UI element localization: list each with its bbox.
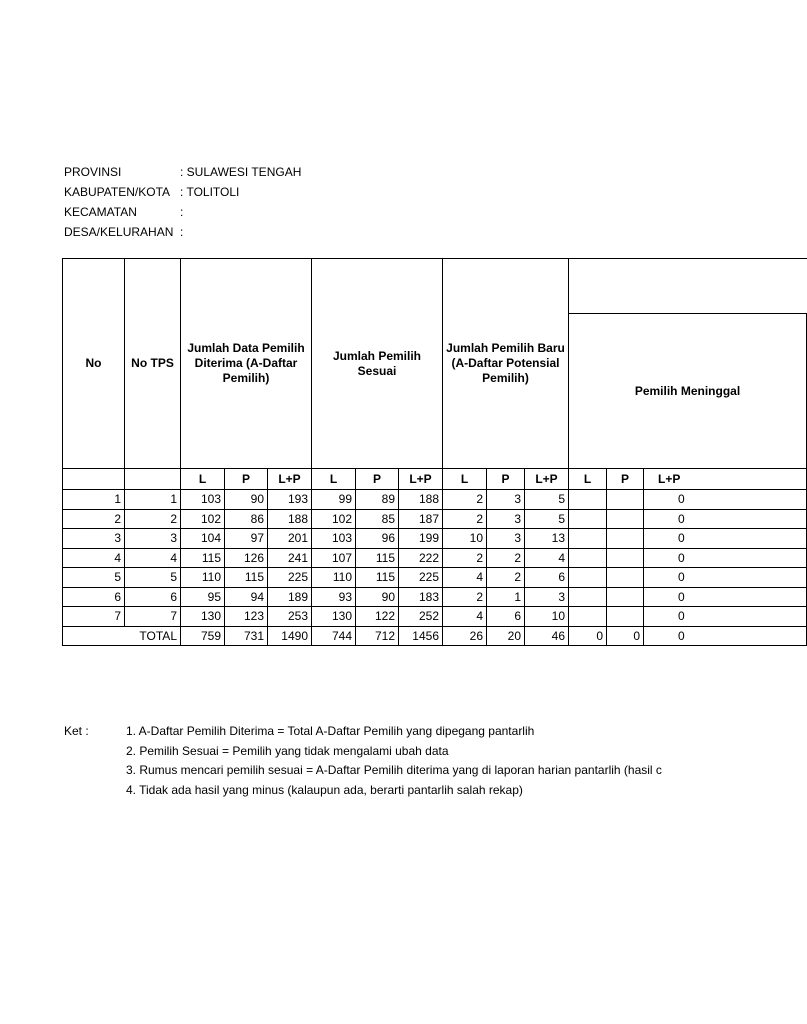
table-cell: 3 — [487, 490, 525, 510]
table-cell: 189 — [268, 587, 312, 607]
table-cell — [607, 509, 644, 529]
table-cell — [569, 607, 607, 627]
table-cell — [607, 548, 644, 568]
header-label: DESA/KELURAHAN — [64, 225, 174, 239]
table-cell: 10 — [525, 607, 569, 627]
table-row — [63, 568, 807, 588]
col-header-pemilih-baru: Jumlah Pemilih Baru (A-Daftar Potensial Pemilih) — [443, 259, 569, 469]
data-table — [62, 258, 807, 646]
table-cell: 0 — [644, 607, 807, 627]
table-cell — [607, 529, 644, 549]
table-cell: 107 — [312, 548, 356, 568]
subheader-blank — [63, 469, 125, 490]
table-row — [63, 607, 807, 627]
table-cell — [569, 529, 607, 549]
table-cell: 96 — [356, 529, 399, 549]
table-cell: 2 — [443, 490, 487, 510]
table-cell: 5 — [525, 490, 569, 510]
total-cell: 744 — [312, 626, 356, 646]
table-cell: 130 — [181, 607, 225, 627]
table-cell: 89 — [356, 490, 399, 510]
table-cell: 225 — [268, 568, 312, 588]
table-cell: 103 — [312, 529, 356, 549]
table-cell: 102 — [181, 509, 225, 529]
total-cell: 759 — [181, 626, 225, 646]
total-cell: 46 — [525, 626, 569, 646]
table-row — [63, 529, 807, 549]
note-row — [64, 781, 768, 801]
table-cell — [569, 490, 607, 510]
table-cell: 90 — [356, 587, 399, 607]
header-row-kabupaten — [64, 182, 301, 202]
note-item: 3. Rumus mencari pemilih sesuai = A-Daftar Pemilih diterima yang di laporan harian pantarlih (hasil c — [126, 763, 662, 777]
data-table-container — [62, 258, 741, 648]
table-cell — [607, 587, 644, 607]
subheader-cell: L — [569, 469, 607, 490]
subheader-cell: L — [181, 469, 225, 490]
table-cell — [607, 568, 644, 588]
subheader-cell: L+P — [525, 469, 569, 490]
table-cell: 123 — [225, 607, 268, 627]
subheader-cell: L+P — [268, 469, 312, 490]
table-cell: 188 — [268, 509, 312, 529]
table-cell: 115 — [225, 568, 268, 588]
note-item: 4. Tidak ada hasil yang minus (kalaupun ada, berarti pantarlih salah rekap) — [126, 782, 523, 797]
table-cell: 5 — [525, 509, 569, 529]
table-cell: 6 — [525, 568, 569, 588]
table-cell: 0 — [644, 490, 807, 510]
note-item: 2. Pemilih Sesuai = Pemilih yang tidak mengalami ubah data — [126, 743, 449, 758]
table-cell: 0 — [644, 587, 807, 607]
subheader-cell: P — [487, 469, 525, 490]
table-cell: 6 — [125, 587, 181, 607]
table-cell: 85 — [356, 509, 399, 529]
table-row — [63, 509, 807, 529]
table-cell: 4 — [443, 607, 487, 627]
table-cell: 13 — [525, 529, 569, 549]
total-cell: 1490 — [268, 626, 312, 646]
table-cell: 5 — [63, 568, 125, 588]
table-cell: 1 — [125, 490, 181, 510]
table-cell: 10 — [443, 529, 487, 549]
table-cell: 225 — [399, 568, 443, 588]
table-cell: 183 — [399, 587, 443, 607]
table-cell: 253 — [268, 607, 312, 627]
table-cell: 6 — [487, 607, 525, 627]
table-cell: 0 — [644, 509, 807, 529]
table-cell: 2 — [125, 509, 181, 529]
table-cell: 4 — [525, 548, 569, 568]
total-cell: 0 — [569, 626, 607, 646]
table-cell — [607, 490, 644, 510]
table-cell — [569, 587, 607, 607]
header-label: KABUPATEN/KOTA — [64, 185, 171, 199]
table-cell: 0 — [644, 529, 807, 549]
table-cell: 103 — [181, 490, 225, 510]
total-label: TOTAL — [63, 626, 181, 646]
table-row — [63, 587, 807, 607]
notes-label: Ket : — [64, 724, 89, 738]
table-cell: 97 — [225, 529, 268, 549]
total-cell: 20 — [487, 626, 525, 646]
table-cell: 252 — [399, 607, 443, 627]
total-cell: 0 — [607, 626, 644, 646]
subheader-cell: P — [607, 469, 644, 490]
total-cell: 712 — [356, 626, 399, 646]
table-cell: 4 — [63, 548, 125, 568]
table-cell: 4 — [125, 548, 181, 568]
col-header-pemilih-sesuai: Jumlah Pemilih Sesuai — [312, 259, 443, 469]
table-cell: 86 — [225, 509, 268, 529]
total-cell: 731 — [225, 626, 268, 646]
header-label: PROVINSI — [64, 165, 122, 179]
table-cell: 3 — [525, 587, 569, 607]
table-cell: 193 — [268, 490, 312, 510]
table-cell: 7 — [63, 607, 125, 627]
header-row-provinsi — [64, 162, 301, 182]
notes-section — [64, 722, 768, 800]
col-header-no-tps: No TPS — [125, 259, 181, 469]
table-cell: 110 — [312, 568, 356, 588]
subheader-row — [63, 469, 807, 490]
table-cell: 241 — [268, 548, 312, 568]
header-value: : TOLITOLI — [180, 185, 240, 199]
table-cell: 104 — [181, 529, 225, 549]
note-item: 1. A-Daftar Pemilih Diterima = Total A-Daftar Pemilih yang dipegang pantarlih — [126, 724, 535, 738]
subheader-cell: L — [312, 469, 356, 490]
table-row — [63, 490, 807, 510]
table-cell: 2 — [443, 587, 487, 607]
table-cell: 6 — [63, 587, 125, 607]
table-cell: 93 — [312, 587, 356, 607]
table-cell: 126 — [225, 548, 268, 568]
table-cell: 3 — [487, 509, 525, 529]
table-cell: 2 — [443, 509, 487, 529]
table-cell: 2 — [487, 568, 525, 588]
subheader-cell: L+P — [644, 469, 807, 490]
table-row — [63, 548, 807, 568]
table-cell: 7 — [125, 607, 181, 627]
report-header — [64, 162, 301, 242]
note-row — [64, 742, 768, 762]
col-header-pemilih-meninggal: Pemilih Meninggal — [569, 314, 807, 469]
header-value: : — [180, 205, 184, 219]
table-cell: 102 — [312, 509, 356, 529]
table-cell: 115 — [181, 548, 225, 568]
table-cell: 94 — [225, 587, 268, 607]
table-cell: 2 — [487, 548, 525, 568]
total-row — [63, 626, 807, 646]
header-value: : SULAWESI TENGAH — [180, 165, 302, 179]
table-cell — [569, 509, 607, 529]
header-label: KECAMATAN — [64, 205, 137, 219]
table-cell: 0 — [644, 548, 807, 568]
header-value: : — [180, 225, 184, 239]
table-cell: 3 — [487, 529, 525, 549]
table-cell: 110 — [181, 568, 225, 588]
table-cell — [607, 607, 644, 627]
table-cell: 1 — [487, 587, 525, 607]
table-cell: 3 — [125, 529, 181, 549]
table-cell — [569, 548, 607, 568]
table-cell: 95 — [181, 587, 225, 607]
total-cell: 0 — [644, 626, 807, 646]
table-cell: 99 — [312, 490, 356, 510]
table-cell: 3 — [63, 529, 125, 549]
table-cell — [569, 568, 607, 588]
header-row-kecamatan — [64, 202, 301, 222]
table-cell: 2 — [63, 509, 125, 529]
subheader-cell: P — [356, 469, 399, 490]
table-cell: 1 — [63, 490, 125, 510]
table-cell: 222 — [399, 548, 443, 568]
subheader-cell: L+P — [399, 469, 443, 490]
note-row — [64, 722, 768, 742]
table-cell: 115 — [356, 568, 399, 588]
subheader-blank — [125, 469, 181, 490]
col-header-data-diterima: Jumlah Data Pemilih Diterima (A-Daftar Pemilih) — [181, 259, 312, 469]
table-cell: 188 — [399, 490, 443, 510]
table-cell: 5 — [125, 568, 181, 588]
table-cell: 201 — [268, 529, 312, 549]
subheader-cell: P — [225, 469, 268, 490]
table-cell: 115 — [356, 548, 399, 568]
table-cell: 199 — [399, 529, 443, 549]
total-cell: 26 — [443, 626, 487, 646]
note-row — [64, 761, 768, 781]
table-cell: 2 — [443, 548, 487, 568]
col-header-group-top — [569, 259, 807, 314]
table-cell: 130 — [312, 607, 356, 627]
col-header-no: No — [63, 259, 125, 469]
header-row-top — [63, 259, 807, 314]
header-row-desa — [64, 222, 301, 242]
table-cell: 0 — [644, 568, 807, 588]
total-cell: 1456 — [399, 626, 443, 646]
table-cell: 187 — [399, 509, 443, 529]
table-cell: 4 — [443, 568, 487, 588]
table-cell: 122 — [356, 607, 399, 627]
subheader-cell: L — [443, 469, 487, 490]
table-cell: 90 — [225, 490, 268, 510]
